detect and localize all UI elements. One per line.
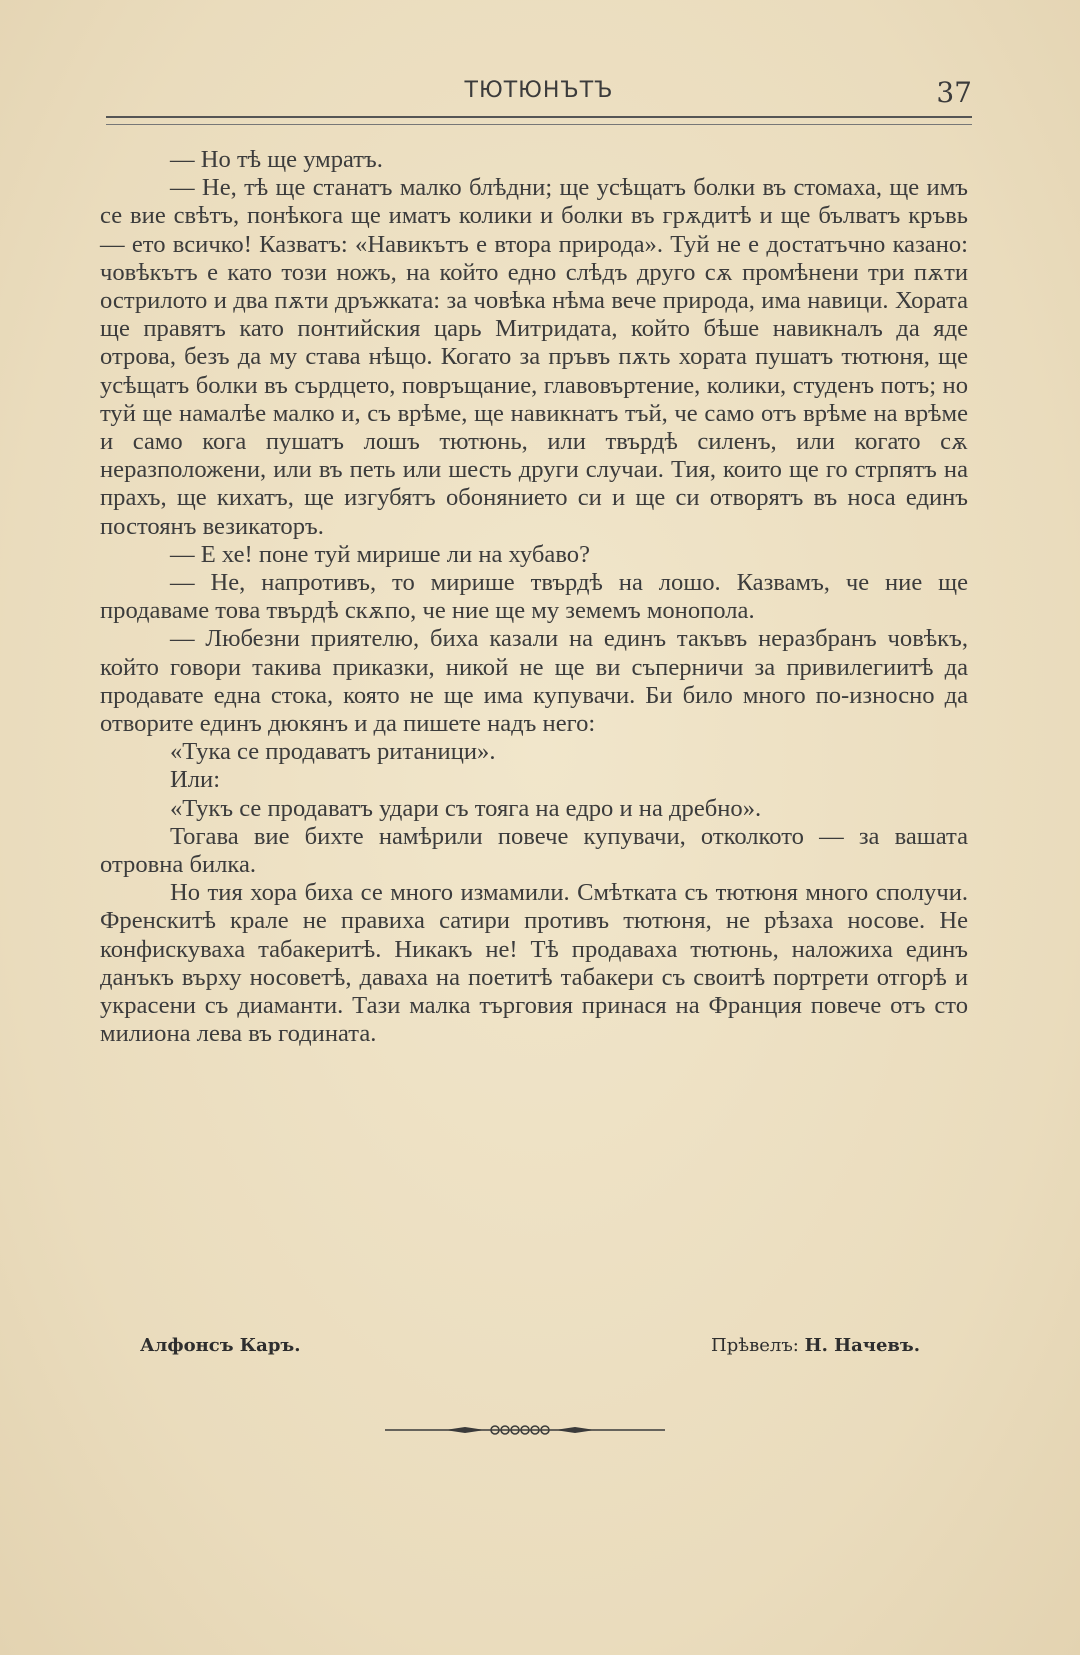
translator-credit [711,1335,920,1356]
author-name: Алфонсъ Каръ. [140,1335,301,1356]
translator-name: Н. Начевъ. [804,1335,920,1356]
paragraph: Или: [170,766,221,794]
paragraph: — Не, тѣ ще станатъ малко блѣдни; ще усѣщатъ болки въ стомаха, ще имъ се вие свѣтъ, понѣкога ще иматъ колики и болки въ грѫдитѣ и ще бълватъ кръвь — ето всичко! Казватъ: «Навикътъ е втора природа». Туй не е достатъчно казано: човѣкътъ е като този ножъ, на който едно слѣдъ друго сѫ промѣнени три пѫти острилото и два пѫти дръжката: за човѣка нѣма вече природа, има навици. Хората ще правятъ като понтийския царь Митридата, който бѣше навикналъ да яде отрова, безъ да му става нѣщо. Когато за пръвъ пѫть хората пушатъ тютюня, ще усѣщатъ болки въ сърдцето, повръщание, главовъртение, колики, студенъ потъ; но туй ще намалѣе малко и, съ врѣме, ще навикнатъ тъй, че само отъ врѣме на врѣме и само кога пушатъ лошъ тютюнь, или твърдѣ силенъ, или когато сѫ неразположени, или въ петь или шесть други случаи. Тия, които ще го стрпятъ на прахъ, ще кихатъ, ще изгубятъ обонянието си и ще си отворятъ въ носа единъ постоянъ везикаторъ. [100,174,968,540]
paragraph: «Тукъ се продаватъ удари съ тояга на едро и на дребно». [170,794,762,822]
ornament-divider [385,1424,665,1436]
header-rule [106,116,972,125]
paragraph: — Не, напротивъ, то мирише твърдѣ на лошо. Казвамъ, че ние ще продаваме това твърдѣ скѫпо, че ние ще му земемъ монопола. [100,569,968,625]
paragraph: «Тука се продаватъ ританици». [170,738,496,766]
body-text [100,146,968,1049]
paragraph: — Но тѣ ще умратъ. [170,146,383,173]
page-header [106,72,972,112]
paragraph: Но тия хора биха се много измамили. Смѣтката съ тютюня много сполучи. Френскитѣ крале не правиха сатири противъ тютюня, не рѣзаха носове. Не конфискуваха табакеритѣ. Никакъ не! Тѣ продаваха тютюнь, наложиха единъ данъкъ върху носоветѣ, даваха на поетитѣ табакери съ своитѣ портрети отгорѣ и украсени съ диаманти. Тази малка търговия принася на Франция повече отъ сто милиона лева въ годината. [100,879,968,1048]
page-number: 37 [936,76,972,109]
paragraph: — Любезни приятелю, биха казали на единъ такъвъ неразбранъ човѣкъ, който говори такива приказки, никой не ще ви съперничи за привилегиитѣ да продавате една стока, която не ще има купувачи. Би било много по-износно да отворите единъ дюкянъ и да пишете надъ него: [100,625,968,738]
translator-label: Прѣвелъ: [711,1335,799,1356]
paragraph: Тогава вие бихте намѣрили повече купувачи, отколкото — за вашата отровна билка. [100,822,968,879]
running-title: ТЮТЮНЪТЪ [464,78,614,103]
signature-line [140,1335,920,1367]
paragraph: — Е хе! поне туй мирише ли на хубаво? [170,540,590,568]
